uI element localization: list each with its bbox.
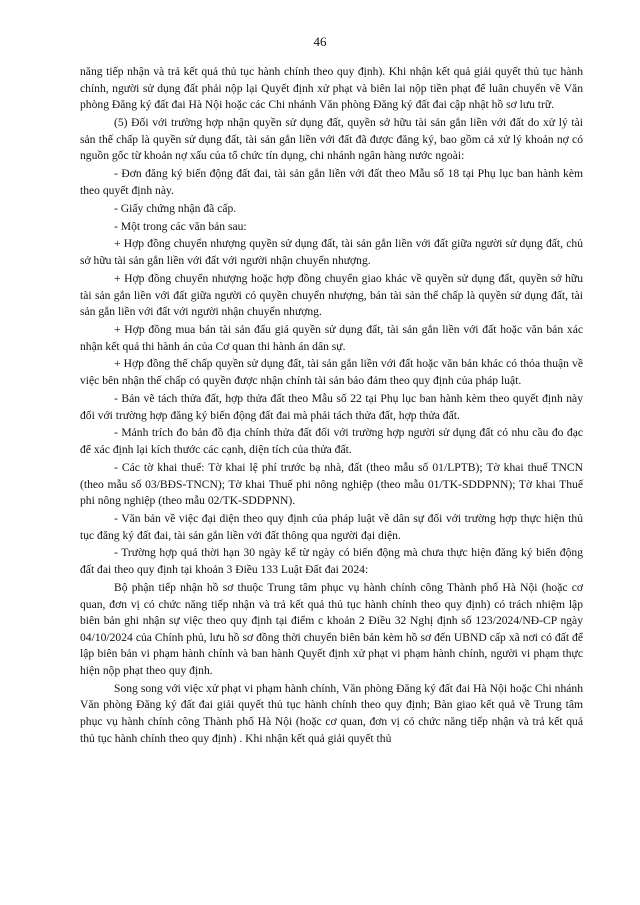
paragraph-section-5: (5) Đối với trường hợp nhận quyền sử dụng đất, quyền sở hữu tài sản gắn liền với đất do xử lý tài sản thế chấp là quyền sử dụng đất, tài sản gắn liền với đất đã được đăng ký, bao gồm cả xử lý khoản nợ có nguồn gốc từ khoản nợ xấu của tổ chức tín dụng, chi nhánh ngân hàng nước ngoài: [80, 116, 583, 163]
list-item-documents-intro: - Một trong các văn bản sau: [114, 219, 247, 233]
list-item-cadastral-extract: - Mảnh trích đo bản đồ địa chính thửa đất đối với trường hợp người sử dụng đất có nhu cầu đo đạc để xác định lại kích thước các cạnh, diện tích của thửa đất. [80, 426, 583, 457]
sub-item-auction-contract: + Hợp đồng mua bán tài sản đấu giá quyền sử dụng đất, tài sản gắn liền với đất hoặc văn bản xác nhận kết quả thi hành án của Cơ quan thi hành án dân sự. [80, 322, 583, 353]
paragraph-reception-procedure: Bộ phận tiếp nhận hồ sơ thuộc Trung tâm phục vụ hành chính công Thành phố Hà Nội (hoặc cơ quan, đơn vị có chức năng tiếp nhận và trả kết quả thủ tục hành chính theo quy định) có trách nhiệm lập biên bản ghi nhận sự việc theo quy định tại điểm c khoản 2 Điều 32 Nghị định số 123/2024/NĐ-CP ngày 04/10/2024 của Chính phủ, lưu hồ sơ đồng thời chuyển biên bản kèm hồ sơ đến UBND cấp xã nơi có đất để lập biên bản vi phạm hành chính và ban hành Quyết định xử phạt vi phạm hành chính, người vi phạm thực hiện nộp phạt theo quy định. [80, 580, 583, 677]
list-item-overdue-case: - Trường hợp quá thời hạn 30 ngày kể từ ngày có biến động mà chưa thực hiện đăng ký biến động đất đai theo quy định tại khoản 3 Điều 133 Luật Đất đai 2024: [80, 546, 583, 577]
document-body [80, 64, 583, 749]
sub-item-mortgage-contract: + Hợp đồng thế chấp quyền sử dụng đất, tài sản gắn liền với đất hoặc văn bản khác có thỏa thuận về việc bên nhận thế chấp có quyền được nhận chính tài sản bảo đảm theo quy định của pháp luật. [80, 357, 583, 388]
paragraph-continuation: năng tiếp nhận và trả kết quả thủ tục hành chính theo quy định). Khi nhận kết quả giải quyết thủ tục hành chính, người sử dụng đất phải nộp lại Quyết định xử phạt và biên lai nộp tiền phạt để luân chuyển về Văn phòng Đăng ký đất đai Hà Nội hoặc các Chi nhánh Văn phòng Đăng ký đất đai cập nhật hồ sơ lưu trữ. [80, 65, 583, 112]
list-item-representation-document: - Văn bản về việc đại diện theo quy định của pháp luật về dân sự đối với trường hợp thực hiện thủ tục đăng ký đất đai, tài sản gắn liền với đất thông qua người đại diện. [80, 512, 583, 542]
list-item-registration-form: - Đơn đăng ký biến động đất đai, tài sản gắn liền với đất theo Mẫu số 18 tại Phụ lục ban hành kèm theo quyết định này. [80, 167, 583, 197]
list-item-parcel-drawing: - Bản vẽ tách thửa đất, hợp thửa đất theo Mẫu số 22 tại Phụ lục ban hành kèm theo quyết định này đối với trường hợp đăng ký biến động đất đai mà phải tách thửa đất, hợp thửa đất. [80, 391, 583, 422]
sub-item-transfer-contract: + Hợp đồng chuyển nhượng quyền sử dụng đất, tài sản gắn liền với đất giữa người sử dụng đất, chủ sở hữu tài sản gắn liền với đất với người nhận chuyển nhượng. [80, 237, 583, 268]
paragraph-parallel-processing: Song song với việc xử phạt vi phạm hành chính, Văn phòng Đăng ký đất đai Hà Nội hoặc Chi nhánh Văn phòng Đăng ký đất đai giải quyết thủ tục hành chính theo quy định; Bàn giao kết quả về Trung tâm phục vụ hành chính công Thành phố Hà Nội (hoặc cơ quan, đơn vị có chức năng tiếp nhận và trả kết quả thủ tục hành chính theo quy định) . Khi nhận kết quả giải quyết thủ [80, 681, 583, 745]
sub-item-transfer-or-assignment-contract: + Hợp đồng chuyển nhượng hoặc hợp đồng chuyển giao khác về quyền sử dụng đất, quyền sở hữu tài sản gắn liền với đất giữa người có quyền chuyển nhượng, bán tài sản thế chấp là quyền sử dụng đất, tài sản gắn liền với đất với người nhận chuyển nhượng. [80, 271, 583, 319]
list-item-tax-declarations: - Các tờ khai thuế: Tờ khai lệ phí trước bạ nhà, đất (theo mẫu số 01/LPTB); Tờ khai thuế TNCN (theo mẫu số 03/BĐS-TNCN); Tờ khai Thuế phi nông nghiệp (theo mẫu 01/TK-SDDPNN); Tờ khai Thuế phi nông nghiệp (theo mẫu 02/TK-SDDPNN). [80, 460, 583, 508]
page-number: 46 [313, 34, 327, 49]
list-item-certificate: - Giấy chứng nhận đã cấp. [114, 201, 237, 215]
